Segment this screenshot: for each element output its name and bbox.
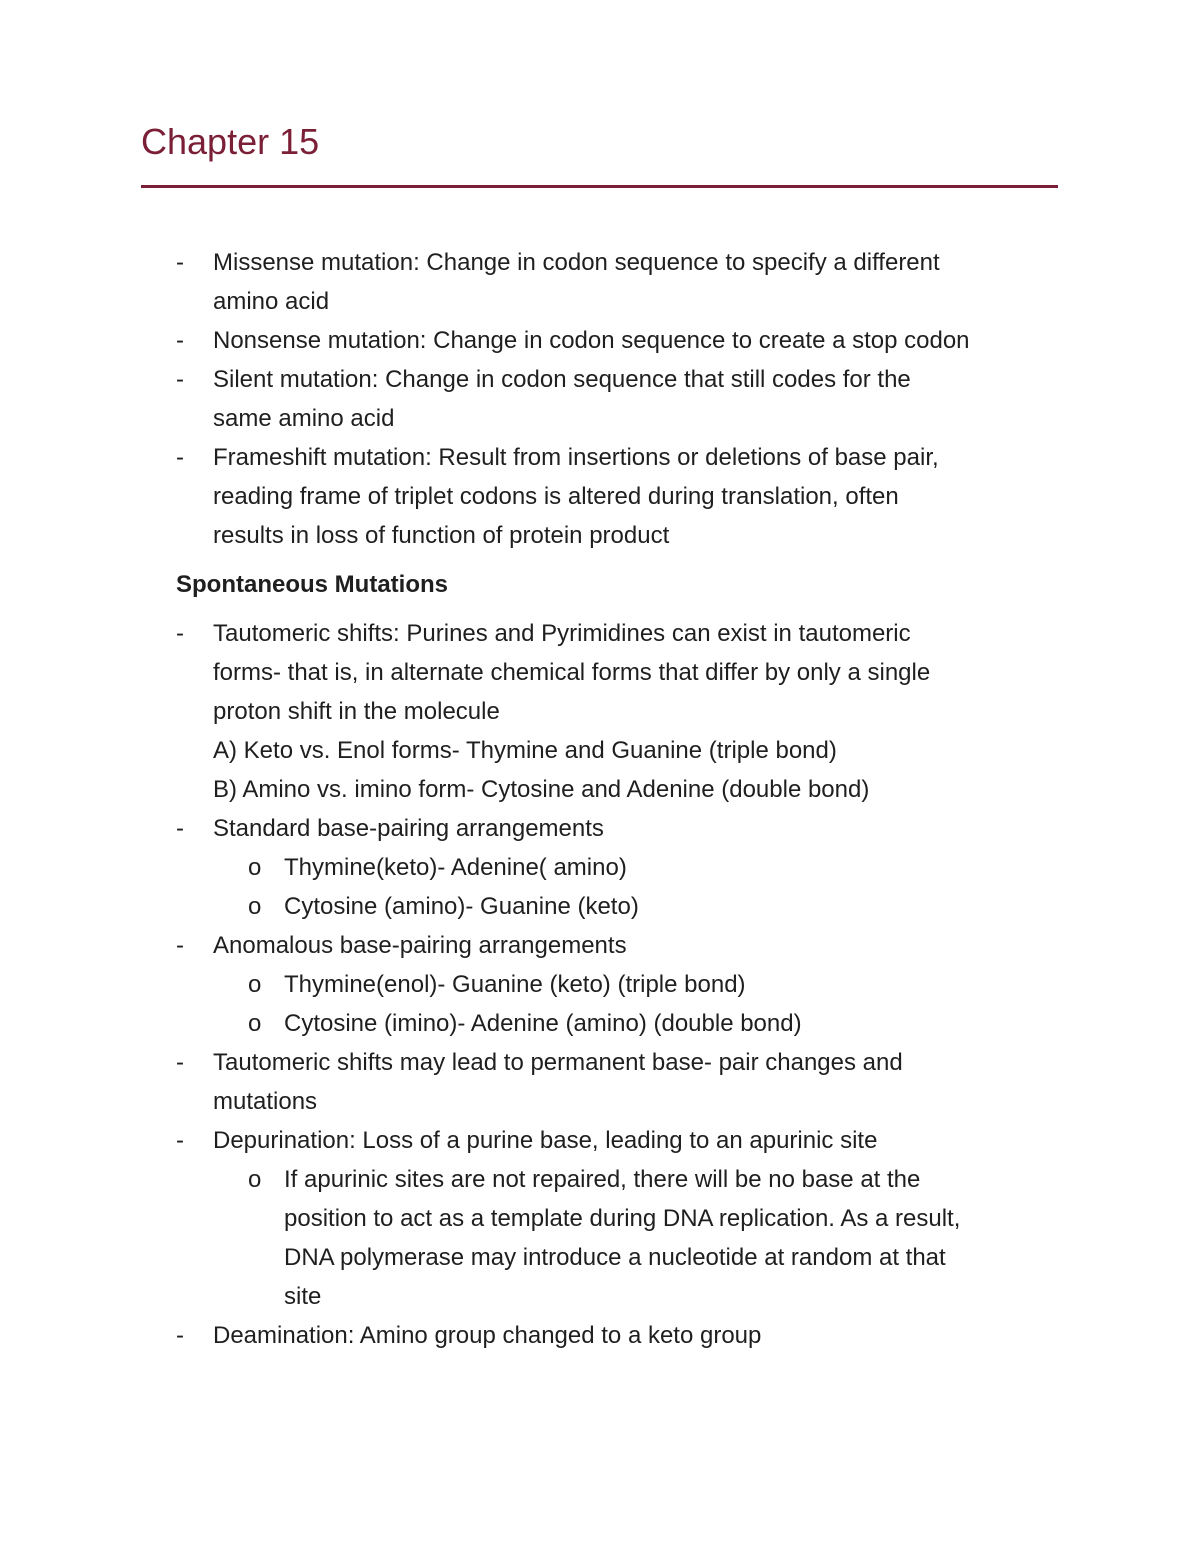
dash-bullet: -	[176, 1049, 184, 1076]
list-item-text: If apurinic sites are not repaired, there will be no base at the	[284, 1166, 921, 1193]
list-item-text: Thymine(enol)- Guanine (keto) (triple bond)	[284, 971, 746, 998]
list-item-text: site	[284, 1283, 322, 1310]
dash-bullet: -	[176, 249, 184, 276]
list-item-text: Missense mutation: Change in codon sequence to specify a different	[213, 249, 940, 276]
list-item-text: same amino acid	[213, 405, 395, 432]
chapter-title: Chapter 15	[141, 121, 320, 162]
list-item-text: DNA polymerase may introduce a nucleotide at random at that	[284, 1244, 946, 1271]
dash-bullet: -	[176, 620, 184, 647]
sub-item-a	[141, 731, 1058, 770]
list-item	[141, 360, 1058, 399]
list-item-text: forms- that is, in alternate chemical forms that differ by only a single	[213, 659, 931, 686]
sub-list-item	[141, 848, 1058, 887]
list-item-continuation	[141, 1082, 1058, 1121]
dash-bullet: -	[176, 444, 184, 471]
dash-bullet: -	[176, 327, 184, 354]
list-item-text: reading frame of triplet codons is altered during translation, often	[213, 483, 899, 510]
document-body	[141, 243, 1058, 1355]
list-item-continuation	[141, 399, 1058, 438]
list-item-text: position to act as a template during DNA replication. As a result,	[284, 1205, 961, 1232]
list-item-text: Depurination: Loss of a purine base, leading to an apurinic site	[213, 1127, 878, 1154]
dash-bullet: -	[176, 1127, 184, 1154]
list-item	[141, 1316, 1058, 1355]
list-item-continuation	[141, 692, 1058, 731]
list-item-text: Standard base-pairing arrangements	[213, 815, 604, 842]
list-item	[141, 614, 1058, 653]
list-item	[141, 243, 1058, 282]
sub-list-item	[141, 887, 1058, 926]
circle-bullet-icon: o	[248, 893, 262, 920]
list-item-continuation	[141, 516, 1058, 555]
list-item-text: Deamination: Amino group changed to a keto group	[213, 1322, 762, 1349]
sub-list-item	[141, 1004, 1058, 1043]
list-item	[141, 438, 1058, 477]
dash-bullet: -	[176, 366, 184, 393]
sub-item-b	[141, 770, 1058, 809]
dash-bullet: -	[176, 932, 184, 959]
circle-bullet-icon: o	[248, 854, 262, 881]
title-rule	[141, 185, 1058, 188]
list-item	[141, 1043, 1058, 1082]
list-item-text: Tautomeric shifts: Purines and Pyrimidines can exist in tautomeric	[213, 620, 911, 647]
sub-list-item	[141, 965, 1058, 1004]
section-heading: Spontaneous Mutations	[176, 571, 448, 598]
list-item-continuation	[141, 653, 1058, 692]
circle-bullet-icon: o	[248, 1010, 262, 1037]
list-item-text: proton shift in the molecule	[213, 698, 500, 725]
list-item-text: Cytosine (amino)- Guanine (keto)	[284, 893, 639, 920]
dash-bullet: -	[176, 1322, 184, 1349]
sub-list-item	[141, 1160, 1058, 1199]
circle-bullet-icon: o	[248, 1166, 262, 1193]
list-item-text: Cytosine (imino)- Adenine (amino) (double bond)	[284, 1010, 802, 1037]
list-item-text: A) Keto vs. Enol forms- Thymine and Guanine (triple bond)	[213, 737, 837, 764]
circle-bullet-icon: o	[248, 971, 262, 998]
list-item-text: results in loss of function of protein product	[213, 522, 670, 549]
list-item-continuation	[141, 477, 1058, 516]
list-item-continuation	[141, 282, 1058, 321]
sub-list-item-continuation	[141, 1199, 1058, 1238]
list-item-text: Anomalous base-pairing arrangements	[213, 932, 627, 959]
list-item-text: B) Amino vs. imino form- Cytosine and Adenine (double bond)	[213, 776, 870, 803]
list-item-text: Thymine(keto)- Adenine( amino)	[284, 854, 627, 881]
list-item-text: Nonsense mutation: Change in codon sequence to create a stop codon	[213, 327, 970, 354]
list-item	[141, 926, 1058, 965]
list-item-text: Frameshift mutation: Result from insertions or deletions of base pair,	[213, 444, 939, 471]
list-item	[141, 321, 1058, 360]
dash-bullet: -	[176, 815, 184, 842]
list-item-text: Tautomeric shifts may lead to permanent base- pair changes and	[213, 1049, 903, 1076]
list-item	[141, 809, 1058, 848]
list-item-text: mutations	[213, 1088, 318, 1115]
sub-list-item-continuation	[141, 1238, 1058, 1277]
list-item	[141, 1121, 1058, 1160]
sub-list-item-continuation	[141, 1277, 1058, 1316]
list-item-text: Silent mutation: Change in codon sequence that still codes for the	[213, 366, 911, 393]
list-item-text: amino acid	[213, 288, 330, 315]
